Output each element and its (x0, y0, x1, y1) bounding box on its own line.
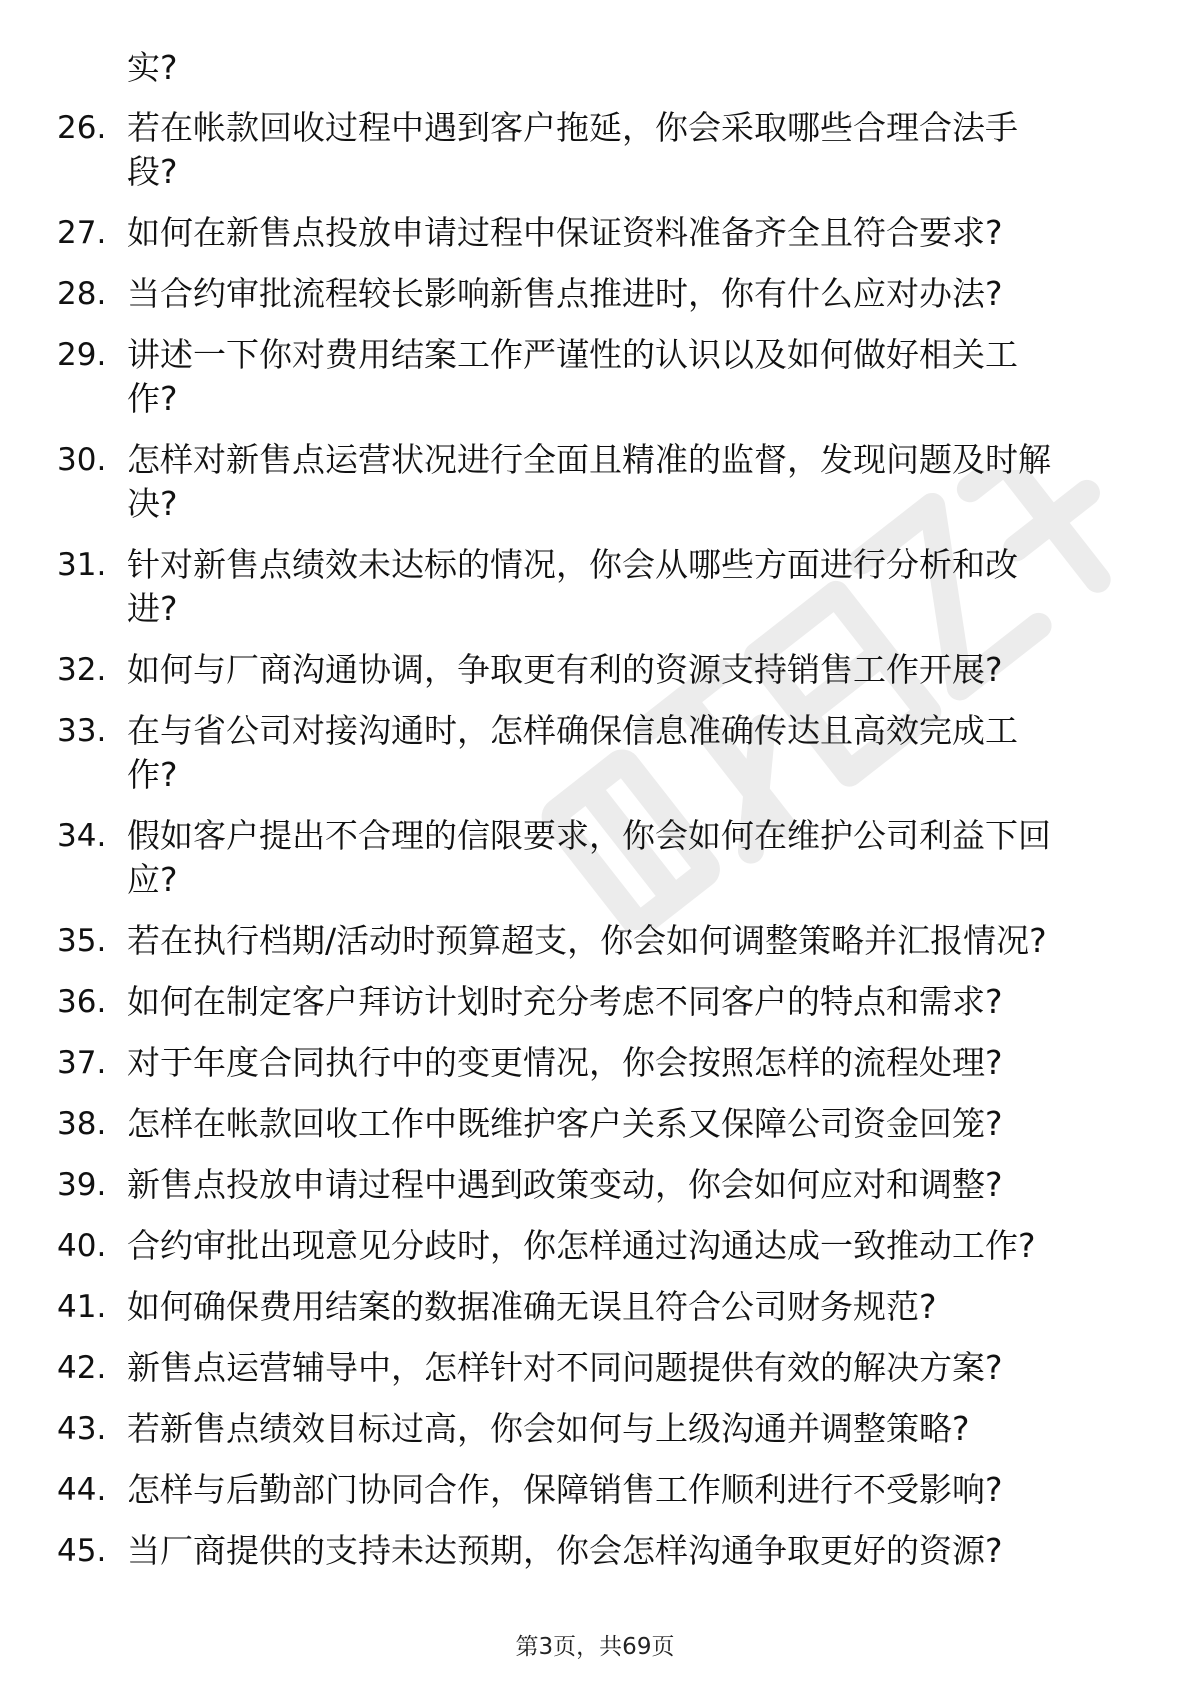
question-number: 35. (57, 923, 107, 959)
question-number: 43. (57, 1411, 107, 1447)
question-number: 37. (57, 1045, 107, 1081)
question-text: 讲述一下你对费用结案工作严谨性的认识以及如何做好相关工 作? (127, 335, 1018, 418)
list-item (0, 438, 1190, 526)
question-text: 新售点运营辅导中，怎样针对不同问题提供有效的解决方案? (127, 1348, 1003, 1387)
question-number: 44. (57, 1472, 107, 1508)
question-number: 34. (57, 818, 107, 854)
question-number: 38. (57, 1106, 107, 1142)
question-text: 当合约审批流程较长影响新售点推进时，你有什么应对办法? (127, 274, 1003, 313)
list-item (0, 814, 1190, 902)
question-number: 33. (57, 713, 107, 749)
question-text: 如何确保费用结案的数据准确无误且符合公司财务规范? (127, 1287, 937, 1326)
question-text: 如何在制定客户拜访计划时充分考虑不同客户的特点和需求? (127, 982, 1003, 1021)
question-text: 新售点投放申请过程中遇到政策变动，你会如何应对和调整? (127, 1165, 1003, 1204)
question-number: 31. (57, 547, 107, 583)
question-text: 如何与厂商沟通协调，争取更有利的资源支持销售工作开展? (127, 650, 1003, 689)
question-text: 若在帐款回收过程中遇到客户拖延，你会采取哪些合理合法手 段? (127, 108, 1018, 191)
list-item (0, 1163, 1190, 1207)
list-item (0, 543, 1190, 631)
list-item (0, 980, 1190, 1024)
list-item (0, 106, 1190, 194)
list-item (0, 211, 1190, 255)
question-number: 30. (57, 442, 107, 478)
page-number-footer: 第3页，共69页 (515, 1634, 675, 1660)
question-text: 在与省公司对接沟通时，怎样确保信息准确传达且高效完成工 作? (127, 711, 1018, 794)
question-number: 32. (57, 652, 107, 688)
list-item (0, 1224, 1190, 1268)
question-text: 怎样在帐款回收工作中既维护客户关系又保障公司资金回笼? (127, 1104, 1003, 1143)
question-text: 当厂商提供的支持未达预期，你会怎样沟通争取更好的资源? (127, 1531, 1003, 1570)
list-item (0, 1285, 1190, 1329)
question-text: 若新售点绩效目标过高，你会如何与上级沟通并调整策略? (127, 1409, 970, 1448)
question-number: 26. (57, 110, 107, 146)
question-text: 合约审批出现意见分歧时，你怎样通过沟通达成一致推动工作? (127, 1226, 1036, 1265)
question-number: 45. (57, 1533, 107, 1569)
list-item (0, 709, 1190, 797)
list-item (0, 648, 1190, 692)
question-number: 41. (57, 1289, 107, 1325)
continuation-text: 实? (127, 48, 178, 87)
list-item (0, 1102, 1190, 1146)
question-text: 假如客户提出不合理的信限要求，你会如何在维护公司利益下回 应? (127, 816, 1051, 899)
question-text: 对于年度合同执行中的变更情况，你会按照怎样的流程处理? (127, 1043, 1003, 1082)
list-item (0, 333, 1190, 421)
question-text: 若在执行档期/活动时预算超支，你会如何调整策略并汇报情况? (127, 921, 1047, 960)
question-number: 42. (57, 1350, 107, 1386)
list-item (0, 919, 1190, 963)
question-text: 怎样对新售点运营状况进行全面且精准的监督，发现问题及时解 决? (127, 440, 1051, 523)
list-item (0, 1468, 1190, 1512)
list-item (0, 1407, 1190, 1451)
question-text: 如何在新售点投放申请过程中保证资料准备齐全且符合要求? (127, 213, 1003, 252)
question-number: 29. (57, 337, 107, 373)
question-number: 36. (57, 984, 107, 1020)
question-list (0, 106, 1190, 1590)
question-number: 39. (57, 1167, 107, 1203)
list-item (0, 272, 1190, 316)
question-text: 针对新售点绩效未达标的情况，你会从哪些方面进行分析和改 进? (127, 545, 1018, 628)
question-text: 怎样与后勤部门协同合作，保障销售工作顺利进行不受影响? (127, 1470, 1003, 1509)
list-item (0, 1529, 1190, 1573)
question-number: 27. (57, 215, 107, 251)
question-number: 40. (57, 1228, 107, 1264)
list-item (0, 1346, 1190, 1390)
list-item (0, 1041, 1190, 1085)
question-number: 28. (57, 276, 107, 312)
